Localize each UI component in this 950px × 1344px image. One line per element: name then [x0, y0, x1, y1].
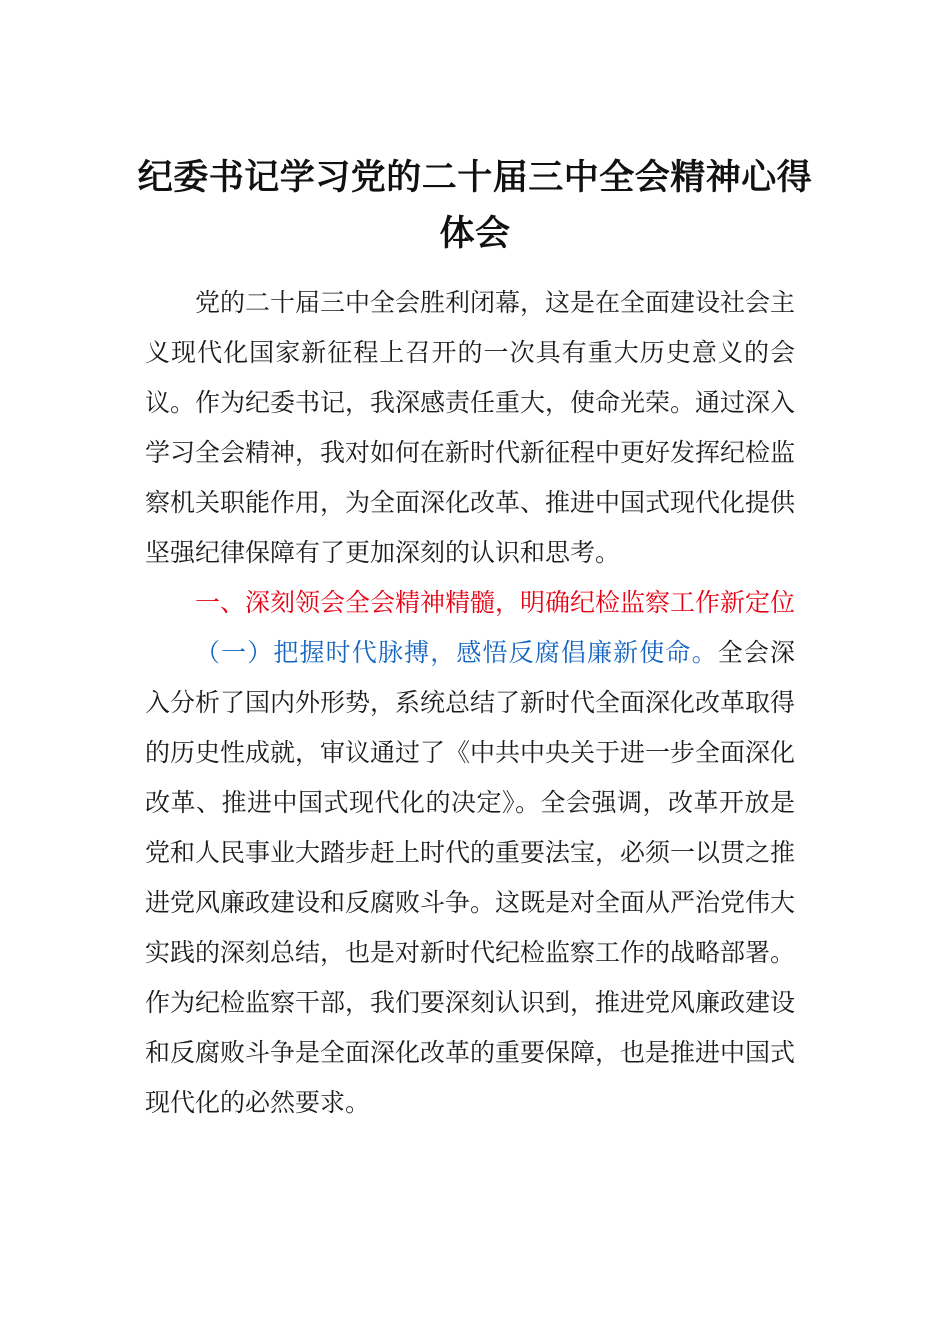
- subsection-heading: （一）把握时代脉搏，感悟反腐倡廉新使命。: [195, 638, 718, 667]
- document-title: [120, 150, 830, 262]
- section-heading: 一、深刻领会全会精神精髓，明确纪检监察工作新定位: [195, 588, 796, 617]
- intro-paragraph: 党的二十届三中全会胜利闭幕，这是在全面建设社会主义现代化国家新征程上召开的一次具有重大历史意义的会议。作为纪委书记，我深感责任重大，使命光荣。通过深入学习全会精神，我对如何在新时代新征程中更好发挥纪检监察机关职能作用，为全面深化改革、推进中国式现代化提供坚强纪律保障有了更加深刻的认识和思考。: [145, 288, 796, 567]
- title-line-2: 体会: [439, 214, 511, 254]
- subsection-paragraph: [145, 628, 795, 1128]
- document-body: [145, 278, 795, 1128]
- subsection-body: 全会深入分析了国内外形势，系统总结了新时代全面深化改革取得的历史性成就，审议通过了《中共中央关于进一步全面深化改革、推进中国式现代化的决定》。全会强调，改革开放是党和人民事业大踏步赶上时代的重要法宝，必须一以贯之推进党风廉政建设和反腐败斗争。这既是对全面从严治党伟大实践的深刻总结，也是对新时代纪检监察工作的战略部署。作为纪检监察干部，我们要深刻认识到，推进党风廉政建设和反腐败斗争是全面深化改革的重要保障，也是推进中国式现代化的必然要求。: [145, 638, 796, 1117]
- title-line-1: 纪委书记学习党的二十届三中全会精神心得: [137, 158, 813, 198]
